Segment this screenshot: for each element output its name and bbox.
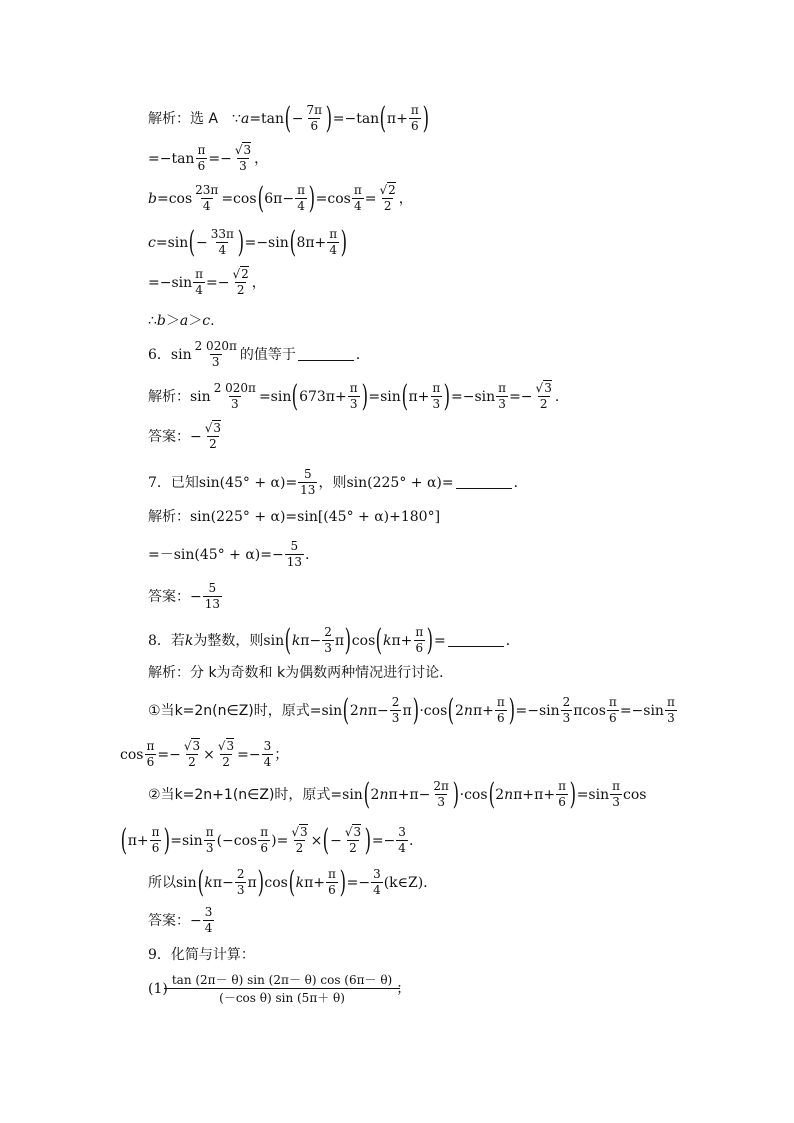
q9-fraction: $\frac{\tan (2\pi- \theta) \sin (2\pi- \theta) \cos (6\pi- \theta)}{\text{(－cos θ) sin (5π＋ θ)}}$ — [168, 974, 396, 1004]
q9-part1: (1) $\frac{\tan (2\pi- \theta) \sin (2\pi- \theta) \cos (6\pi- \theta)}{\text{(－cos θ) sin (5π＋ θ)}}$ ； — [148, 973, 411, 1005]
answer-blank — [298, 348, 354, 361]
q6-answer: 答案： − $\frac{√3}{2}$ — [148, 421, 222, 452]
fraction: $\frac{7\pi}{6}$ — [306, 103, 323, 134]
choose-a: 选 A — [190, 110, 219, 127]
q8-analysis: 解析： 分 k为奇数和 k为偶数两种情况进行讨论． — [148, 665, 454, 681]
q7-analysis-2: = －sin(45° + α) =− $\frac{5}{13}$ . — [148, 539, 310, 570]
q8-question: 8． 若 k 为整数，则 sin ( k π− $\frac{2}{3}$ π ) cos ( k π+ $\frac{\pi}{6}$ ) = ． — [148, 623, 520, 659]
q8-case2-cont: ( π+ $\frac{\pi}{6}$ ) =sin $\frac{\pi}{3}$ (−cos $\frac{\pi}{6}$ )= $\frac{√3}{2}$ × ( − $\frac{√3}{2}$ ) =− $\frac{3}{4}$ . — [120, 823, 414, 859]
q6-analysis: 解析： sin $\frac{2 020\pi}{3}$ =sin ( 673π+ $\frac{\pi}{3}$ ) =sin ( π+ $\frac{\pi}{3}$ ) =−sin $\frac{\pi}{3}$ =− $\frac{√3}{2}$ . — [148, 379, 560, 415]
q7-answer: 答案： − $\frac{5}{13}$ — [148, 581, 221, 612]
q7-analysis: 解析： sin(225° + α) = sin[(45° + α)+180°] — [148, 509, 441, 525]
q5-analysis-line2: =−tan $\frac{\pi}{6}$ =− $\frac{√3}{3}$ ， — [148, 143, 269, 174]
q7-question: 7． 已知 sin(45° + α) = $\frac{5}{13}$ ，则 sin(225° + α) = ． — [148, 467, 528, 498]
because-symbol: ∵ — [232, 110, 241, 127]
q6-question: 6． sin $\frac{2 020\pi}{3}$ 的值等于 ． — [148, 339, 370, 370]
q8-conclusion: 所以 sin ( k π− $\frac{2}{3}$ π ) cos ( k π+ $\frac{\pi}{6}$ ) =− $\frac{3}{4}$ (k∈Z)． — [148, 865, 438, 901]
q8-case1-cont: cos $\frac{\pi}{6}$ =− $\frac{√3}{2}$ × $\frac{√3}{2}$ =− $\frac{3}{4}$ ； — [120, 739, 289, 770]
q5-analysis-line5: =−sin $\frac{\pi}{4}$ =− $\frac{√2}{2}$ ， — [148, 267, 266, 298]
q8-case1: ①当 k=2n(n∈Z)时，原式= sin ( 2 n π− $\frac{2}{3}$ π ) ·cos ( 2 n π+ $\frac{\pi}{6}$ ) =−sin $\frac{2}{3}$ πcos $\frac{\pi}{6}$ =−sin $\frac{\pi}{3}$ — [148, 693, 675, 729]
q8-case2: ②当 k=2n+1(n∈Z)时，原式= sin ( 2 n π+π− $\frac{2\pi}{3}$ ) ·cos ( 2 n π+π+ $\frac{\pi}{6}$ ) =sin $\frac{\pi}{3}$ cos — [148, 777, 647, 813]
q5-analysis-line1: 解析： 选 A ∵ a =tan ( − $\frac{7\pi}{6}$ ) =−tan ( π+ $\frac{\pi}{6}$ ) — [148, 101, 429, 137]
q5-analysis-line4: c =sin ( − $\frac{33\pi}{4}$ ) =−sin ( 8π+ $\frac{\pi}{4}$ ) — [148, 225, 348, 261]
fraction: $\frac{\pi}{6}$ — [410, 103, 419, 134]
q5-conclusion: ∴ b ＞ a ＞ c . — [148, 313, 215, 329]
analysis-label: 解析： — [148, 110, 190, 127]
var-a: a — [240, 110, 250, 127]
q9-title: 9． 化简与计算： — [148, 947, 255, 963]
q5-analysis-line3: b =cos $\frac{23\pi}{4}$ =cos ( 6π− $\frac{\pi}{4}$ ) =cos $\frac{\pi}{4}$ = $\frac{√2}{2}$ ， — [148, 181, 413, 217]
q8-answer: 答案： − $\frac{3}{4}$ — [148, 905, 213, 936]
